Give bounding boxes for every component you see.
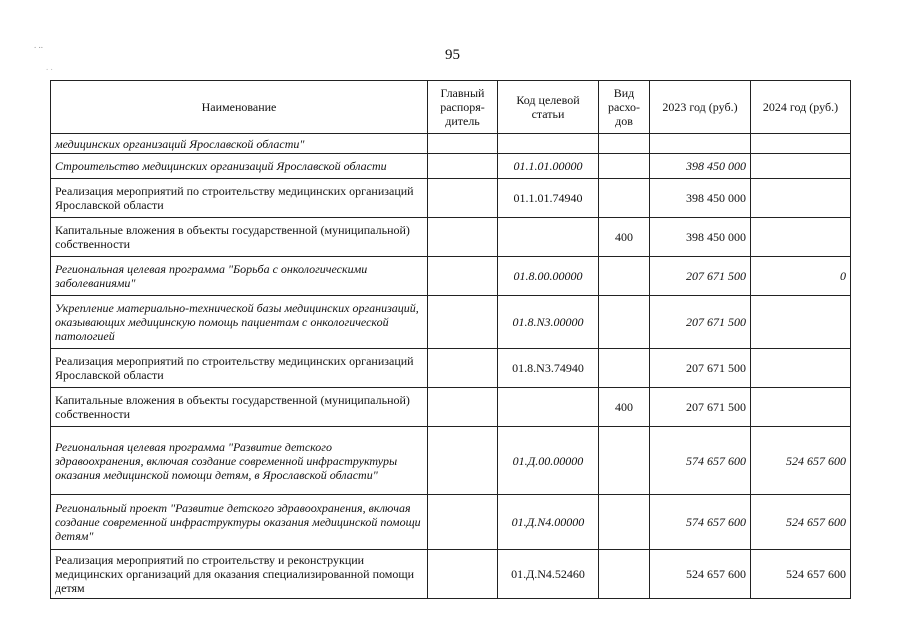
- row-kind: [599, 179, 650, 218]
- row-code: 01.1.01.74940: [498, 179, 599, 218]
- header-code: Код целевой статьи: [498, 81, 599, 134]
- row-admin: [428, 179, 498, 218]
- row-name: Реализация мероприятий по строительству и реконструкции медицинских организаций для оказания специализированной помощи детям: [51, 550, 428, 599]
- scan-mark: . .: [46, 62, 53, 72]
- row-2023: [650, 134, 751, 154]
- row-name: Региональная целевая программа "Развитие детского здравоохранения, включая создание современной инфраструктуры оказания медицинской помощи детям, в Ярославской области": [51, 427, 428, 495]
- row-code: 01.8.N3.74940: [498, 349, 599, 388]
- row-name: Капитальные вложения в объекты государственной (муниципальной) собственности: [51, 218, 428, 257]
- row-kind: [599, 427, 650, 495]
- row-name: Строительство медицинских организаций Ярославской области: [51, 154, 428, 179]
- row-2023: 398 450 000: [650, 154, 751, 179]
- header-2024: 2024 год (руб.): [751, 81, 851, 134]
- table-row: [51, 257, 851, 296]
- row-2023: 207 671 500: [650, 349, 751, 388]
- row-code: 01.Д.00.00000: [498, 427, 599, 495]
- table-row: [51, 388, 851, 427]
- table-row: [51, 296, 851, 349]
- table-row: [51, 134, 851, 154]
- header-admin: Главный распоря-дитель: [428, 81, 498, 134]
- row-admin: [428, 550, 498, 599]
- row-name: Региональный проект "Развитие детского здравоохранения, включая создание современной инфраструктуры оказания медицинской помощи детям": [51, 495, 428, 550]
- table-row: [51, 154, 851, 179]
- row-2023: 398 450 000: [650, 218, 751, 257]
- table-row: [51, 349, 851, 388]
- row-name: Реализация мероприятий по строительству медицинских организаций Ярославской области: [51, 179, 428, 218]
- row-admin: [428, 218, 498, 257]
- row-code: [498, 218, 599, 257]
- budget-table: [50, 80, 851, 599]
- header-name: Наименование: [51, 81, 428, 134]
- row-2023: 574 657 600: [650, 427, 751, 495]
- row-admin: [428, 134, 498, 154]
- row-code: 01.8.00.00000: [498, 257, 599, 296]
- row-2023: 574 657 600: [650, 495, 751, 550]
- row-code: 01.Д.N4.00000: [498, 495, 599, 550]
- table-header-row: [51, 81, 851, 134]
- row-2024: 524 657 600: [751, 550, 851, 599]
- row-admin: [428, 349, 498, 388]
- row-code: [498, 134, 599, 154]
- scan-mark: . ..: [34, 40, 43, 50]
- row-name: Реализация мероприятий по строительству медицинских организаций Ярославской области: [51, 349, 428, 388]
- row-kind: [599, 495, 650, 550]
- row-name: Капитальные вложения в объекты государственной (муниципальной) собственности: [51, 388, 428, 427]
- row-2024: [751, 388, 851, 427]
- row-admin: [428, 495, 498, 550]
- header-2023: 2023 год (руб.): [650, 81, 751, 134]
- row-2023: 524 657 600: [650, 550, 751, 599]
- row-kind: [599, 154, 650, 179]
- row-name: медицинских организаций Ярославской области": [51, 134, 428, 154]
- row-2023: 207 671 500: [650, 388, 751, 427]
- row-2024: [751, 134, 851, 154]
- row-kind: 400: [599, 388, 650, 427]
- row-2024: [751, 154, 851, 179]
- row-name: Укрепление материально-технической базы медицинских организаций, оказывающих медицинскую помощь пациентам с онкологической патологией: [51, 296, 428, 349]
- row-kind: [599, 349, 650, 388]
- table-row: [51, 495, 851, 550]
- row-kind: [599, 296, 650, 349]
- row-admin: [428, 154, 498, 179]
- row-admin: [428, 296, 498, 349]
- row-code: 01.Д.N4.52460: [498, 550, 599, 599]
- row-kind: [599, 134, 650, 154]
- row-2024: [751, 218, 851, 257]
- row-admin: [428, 427, 498, 495]
- page-number: 95: [445, 47, 460, 63]
- row-kind: [599, 257, 650, 296]
- row-2023: 207 671 500: [650, 257, 751, 296]
- row-name: Региональная целевая программа "Борьба с онкологическими заболеваниями": [51, 257, 428, 296]
- row-admin: [428, 388, 498, 427]
- row-2024: [751, 179, 851, 218]
- row-2024: [751, 349, 851, 388]
- row-kind: [599, 550, 650, 599]
- row-2023: 207 671 500: [650, 296, 751, 349]
- table-row: [51, 179, 851, 218]
- row-code: 01.1.01.00000: [498, 154, 599, 179]
- row-2024: 524 657 600: [751, 427, 851, 495]
- row-admin: [428, 257, 498, 296]
- row-2023: 398 450 000: [650, 179, 751, 218]
- row-2024: [751, 296, 851, 349]
- row-2024: 524 657 600: [751, 495, 851, 550]
- table-row: [51, 427, 851, 495]
- row-kind: 400: [599, 218, 650, 257]
- header-kind: Вид расхо-дов: [599, 81, 650, 134]
- table-row: [51, 218, 851, 257]
- table-row: [51, 550, 851, 599]
- row-2024: 0: [751, 257, 851, 296]
- row-code: [498, 388, 599, 427]
- row-code: 01.8.N3.00000: [498, 296, 599, 349]
